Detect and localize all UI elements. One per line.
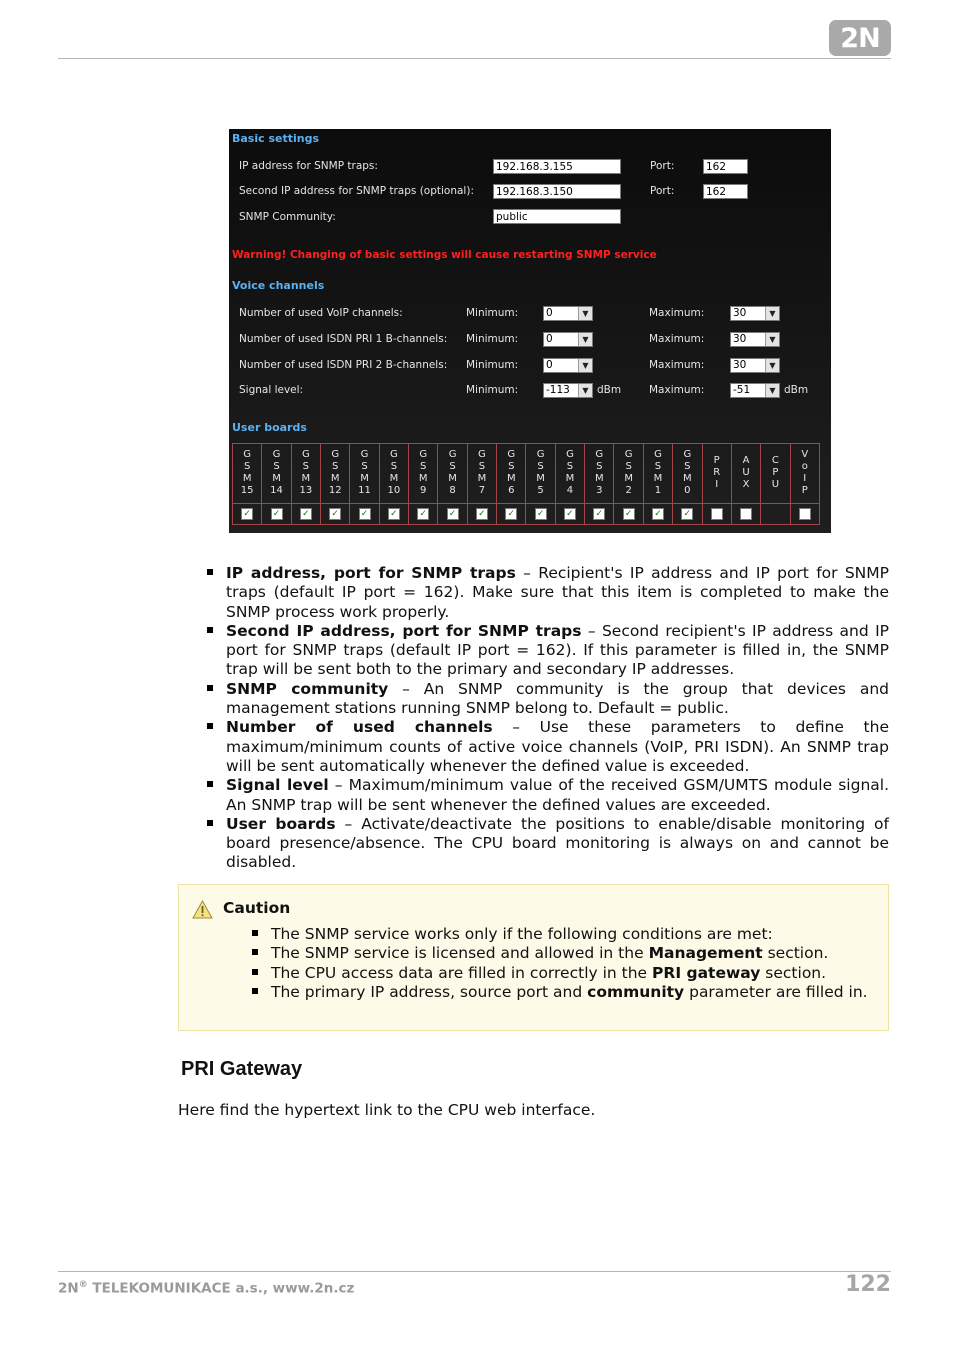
basic-settings-heading: Basic settings — [232, 132, 320, 145]
second-port-label: Port: — [650, 185, 675, 197]
checkmark-icon: ✓ — [448, 508, 457, 519]
board-checkbox-cell — [555, 503, 584, 524]
checkmark-icon: ✓ — [390, 508, 398, 519]
board-label-line: M — [360, 473, 369, 485]
board-checkbox-cell — [438, 503, 467, 524]
board-label-line: M — [536, 473, 545, 485]
board-label-line: 9 — [420, 485, 427, 497]
checkmark-icon: ✓ — [536, 508, 545, 519]
board-checkbox-cell — [262, 503, 291, 524]
board-checkbox-cell — [702, 503, 731, 524]
board-label-line: M — [683, 473, 692, 485]
board-checkbox[interactable] — [388, 508, 400, 520]
board-column-label — [555, 444, 584, 504]
board-label-line: o — [801, 461, 808, 473]
checkmark-icon: ✓ — [331, 508, 339, 519]
maximum-label: Maximum: — [649, 307, 705, 319]
board-label-line: S — [625, 461, 632, 473]
board-column-label — [233, 444, 262, 504]
board-label-line: 11 — [358, 485, 371, 497]
board-checkbox-cell — [379, 503, 408, 524]
board-label-line: S — [273, 461, 280, 473]
maximum-select[interactable]: 30 ▼ — [730, 358, 780, 373]
parameter-list — [226, 564, 889, 873]
ip-address-label: IP address for SNMP traps: — [239, 160, 378, 172]
list-item: Signal level – Maximum/minimum value of the received GSM/UMTS module signal. An SNMP trap will be sent whenever the defined values are exceeded. — [226, 776, 889, 814]
board-checkbox-cell — [233, 503, 262, 524]
voice-channels-heading: Voice channels — [232, 279, 325, 292]
board-label-line: G — [595, 449, 604, 461]
board-label-line: 7 — [478, 485, 486, 497]
chevron-down-icon[interactable]: ▼ — [578, 307, 592, 320]
snmp-settings-screenshot — [229, 129, 831, 533]
board-label-line: P — [713, 455, 720, 467]
chevron-down-icon[interactable]: ▼ — [765, 307, 779, 320]
board-label-line: G — [683, 449, 692, 461]
board-checkbox-cell — [643, 503, 672, 524]
board-column-label — [702, 444, 731, 504]
board-checkbox[interactable] — [740, 508, 752, 520]
board-label-line: G — [478, 449, 486, 461]
snmp-community-label: SNMP Community: — [239, 211, 336, 223]
board-label-line: G — [654, 449, 662, 461]
board-label-line: 0 — [684, 485, 691, 497]
checkmark-icon: ✓ — [419, 508, 427, 519]
board-label-line: G — [243, 449, 252, 461]
board-label-line: S — [361, 461, 368, 473]
board-label-line: G — [331, 449, 340, 461]
board-checkbox[interactable] — [564, 508, 576, 520]
board-checkbox[interactable] — [799, 508, 811, 520]
board-label-line: G — [301, 449, 310, 461]
board-label-line: 3 — [596, 485, 603, 497]
board-label-line: M — [565, 473, 575, 485]
board-label-line: 4 — [566, 485, 574, 497]
voice-row-label: Number of used ISDN PRI 2 B-channels: — [239, 359, 448, 371]
board-label-line: M — [506, 473, 516, 485]
board-label-line: S — [508, 461, 515, 473]
chevron-down-icon[interactable]: ▼ — [765, 384, 779, 397]
board-label-line: G — [624, 449, 633, 461]
board-label-line: S — [243, 461, 251, 473]
board-label-line: M — [330, 473, 340, 485]
company-logo: 2N — [829, 20, 891, 56]
board-label-line: M — [448, 473, 457, 485]
minimum-select[interactable]: -113 ▼ — [543, 383, 593, 398]
minimum-label: Minimum: — [466, 359, 519, 371]
checkmark-icon: ✓ — [243, 508, 251, 519]
board-checkbox-cell — [673, 503, 702, 524]
board-checkbox-cell — [790, 503, 819, 524]
board-label-line: S — [478, 461, 486, 473]
unit-label: dBm — [784, 384, 809, 396]
board-label-line: G — [566, 449, 574, 461]
board-checkbox[interactable] — [623, 508, 635, 520]
board-column-label — [585, 444, 614, 504]
checkmark-icon: ✓ — [654, 508, 662, 519]
board-label-line: G — [448, 449, 457, 461]
board-checkbox[interactable] — [593, 508, 605, 520]
board-label-line: M — [477, 473, 487, 485]
board-checkbox[interactable] — [329, 508, 341, 520]
board-label-line: S — [654, 461, 662, 473]
board-column-label — [731, 444, 760, 504]
board-label-line: G — [419, 449, 428, 461]
checkmark-icon: ✓ — [478, 508, 486, 519]
board-checkbox-cell — [497, 503, 526, 524]
user-boards-table — [232, 443, 820, 525]
ip-address-input[interactable]: 192.168.3.155 — [493, 159, 621, 174]
maximum-label: Maximum: — [649, 333, 705, 345]
board-label-line: G — [507, 449, 516, 461]
restart-warning: Warning! Changing of basic settings will cause restarting SNMP service — [232, 249, 657, 261]
checkmark-icon: ✓ — [624, 508, 633, 519]
warning-icon — [192, 900, 213, 919]
board-column-label — [643, 444, 672, 504]
board-label-line: S — [302, 461, 310, 473]
list-item: Second IP address, port for SNMP traps – Second recipient's IP address and IP port for SNMP traps (default IP port = 162). If this parameter is filled in, the SNMP trap will be sent both to the primary and secondary IP addresses. — [226, 621, 889, 679]
snmp-community-input[interactable]: public — [493, 209, 621, 224]
board-column-label — [291, 444, 320, 504]
board-checkbox-cell — [614, 503, 643, 524]
checkmark-icon: ✓ — [507, 508, 516, 519]
checkmark-icon: ✓ — [683, 508, 692, 519]
board-checkbox-cell — [321, 503, 350, 524]
board-label-line: 8 — [449, 485, 456, 497]
board-checkbox-cell — [731, 503, 760, 524]
caution-box — [178, 884, 889, 1031]
board-label-line: 2 — [625, 485, 632, 497]
minimum-label: Minimum: — [466, 384, 519, 396]
maximum-select[interactable]: 30 ▼ — [730, 306, 780, 321]
board-label-line: 5 — [537, 485, 544, 497]
board-column-label — [438, 444, 467, 504]
board-checkbox[interactable] — [241, 508, 253, 520]
board-column-label — [321, 444, 350, 504]
user-boards-heading: User boards — [232, 421, 307, 434]
board-label-line: S — [449, 461, 456, 473]
list-item: The SNMP service is licensed and allowed in the Management section. — [271, 944, 881, 963]
board-column-label — [790, 444, 819, 504]
board-label-line: S — [420, 461, 427, 473]
minimum-select[interactable]: 0 ▼ — [543, 332, 593, 347]
board-checkbox-cell — [585, 503, 614, 524]
board-column-label — [673, 444, 702, 504]
board-label-line: G — [360, 449, 369, 461]
board-label-line: M — [653, 473, 663, 485]
chevron-down-icon[interactable]: ▼ — [578, 359, 592, 372]
board-label-line: G — [536, 449, 545, 461]
board-column-label — [497, 444, 526, 504]
caution-title: Caution — [223, 899, 291, 917]
board-label-line: 14 — [270, 485, 283, 497]
board-checkbox[interactable] — [711, 508, 723, 520]
board-checkbox-cell — [291, 503, 320, 524]
maximum-label: Maximum: — [649, 359, 705, 371]
list-item: The SNMP service works only if the following conditions are met: — [271, 925, 881, 944]
board-label-line: I — [715, 479, 719, 491]
board-label-line: 13 — [299, 485, 313, 497]
minimum-label: Minimum: — [466, 307, 519, 319]
board-column-label — [526, 444, 555, 504]
board-label-line: M — [242, 473, 252, 485]
board-checkbox-cell — [350, 503, 379, 524]
port-label: Port: — [650, 160, 675, 172]
list-item: IP address, port for SNMP traps – Recipient's IP address and IP port for SNMP traps (default IP port = 162). Make sure that this item is completed to make the SNMP process work properly. — [226, 564, 890, 621]
list-item: Number of used channels – Use these parameters to define the maximum/minimum counts of active voice channels (VoIP, PRI ISDN). An SNMP trap will be sent automatically whenever the defined value is exceeded. — [226, 718, 889, 775]
board-checkbox[interactable] — [417, 508, 429, 520]
checkmark-icon: ✓ — [360, 508, 369, 519]
board-label-line: S — [596, 461, 603, 473]
board-label-line: G — [390, 449, 398, 461]
board-label-line: S — [332, 461, 339, 473]
board-label-line: M — [418, 473, 428, 485]
board-label-line: U — [742, 467, 750, 479]
voice-row-label: Number of used ISDN PRI 1 B-channels: — [239, 333, 448, 345]
list-item: The primary IP address, source port and community parameter are filled in. — [271, 983, 881, 1002]
unit-label: dBm — [597, 384, 622, 396]
port-input[interactable]: 162 — [703, 159, 748, 174]
section-paragraph: Here find the hypertext link to the CPU web interface. — [178, 1101, 596, 1119]
footer-divider — [58, 1271, 891, 1272]
board-checkbox-row — [233, 503, 820, 524]
board-label-line: S — [684, 461, 691, 473]
checkmark-icon: ✓ — [272, 508, 281, 519]
board-label-line: M — [624, 473, 633, 485]
board-label-line: S — [537, 461, 544, 473]
board-checkbox[interactable] — [652, 508, 664, 520]
board-label-line: A — [742, 455, 750, 467]
checkmark-icon: ✓ — [566, 508, 574, 519]
chevron-down-icon[interactable]: ▼ — [765, 333, 779, 346]
list-item: SNMP community – An SNMP community is the group that devices and management stations running SNMP belong to. Default = public. — [226, 679, 889, 718]
board-checkbox-cell — [409, 503, 438, 524]
chevron-down-icon[interactable]: ▼ — [578, 384, 592, 397]
board-checkbox-cell — [526, 503, 555, 524]
checkmark-icon: ✓ — [595, 508, 604, 519]
board-column-label — [614, 444, 643, 504]
header-divider — [58, 58, 891, 59]
second-ip-input[interactable]: 192.168.3.150 — [493, 184, 621, 199]
board-column-label — [379, 444, 408, 504]
board-checkbox[interactable] — [271, 508, 283, 520]
caution-list — [271, 925, 881, 1002]
section-heading: PRI Gateway — [181, 1058, 303, 1080]
chevron-down-icon[interactable]: ▼ — [765, 359, 779, 372]
board-label-line: M — [272, 473, 281, 485]
board-checkbox[interactable] — [505, 508, 517, 520]
chevron-down-icon[interactable]: ▼ — [578, 333, 592, 346]
board-label-line: P — [801, 485, 808, 497]
second-port-input[interactable]: 162 — [703, 184, 748, 199]
maximum-select[interactable]: -51 ▼ — [730, 383, 780, 398]
page-number: 122 — [845, 1272, 891, 1297]
board-label-line: S — [566, 461, 574, 473]
board-label-line: M — [389, 473, 399, 485]
board-column-label — [409, 444, 438, 504]
board-checkbox-cell — [467, 503, 496, 524]
board-label-line: S — [390, 461, 398, 473]
board-label-line: M — [594, 473, 604, 485]
board-checkbox[interactable] — [359, 508, 371, 520]
board-column-label — [467, 444, 496, 504]
board-label-line: C — [771, 455, 779, 467]
board-checkbox[interactable] — [447, 508, 459, 520]
board-column-label — [350, 444, 379, 504]
board-checkbox-cell — [761, 503, 790, 524]
board-column-label — [262, 444, 291, 504]
list-item: User boards – Activate/deactivate the positions to enable/disable monitoring of board presence/absence. The CPU board monitoring is always on and cannot be disabled. — [226, 814, 889, 872]
board-header-row — [233, 444, 820, 504]
board-label-line: 1 — [654, 485, 662, 497]
board-label-line: 6 — [508, 485, 515, 497]
board-column-label — [761, 444, 790, 504]
checkmark-icon: ✓ — [302, 508, 310, 519]
board-label-line: U — [771, 479, 780, 491]
board-checkbox[interactable] — [300, 508, 312, 520]
footer-company: 2N® TELEKOMUNIKACE a.s., www.2n.cz — [58, 1280, 355, 1297]
board-label-line: P — [772, 467, 779, 479]
board-label-line: I — [803, 473, 807, 485]
board-label-line: X — [742, 479, 750, 491]
board-label-line: R — [713, 467, 721, 479]
board-checkbox[interactable] — [681, 508, 693, 520]
board-checkbox[interactable] — [535, 508, 547, 520]
minimum-select[interactable]: 0 ▼ — [543, 306, 593, 321]
board-label-line: 12 — [328, 485, 342, 497]
second-ip-label: Second IP address for SNMP traps (optional): — [239, 185, 474, 197]
board-label-line: 15 — [240, 485, 254, 497]
maximum-select[interactable]: 30 ▼ — [730, 332, 780, 347]
board-checkbox[interactable] — [476, 508, 488, 520]
board-label-line: V — [801, 449, 809, 461]
minimum-label: Minimum: — [466, 333, 519, 345]
board-label-line: G — [272, 449, 281, 461]
board-label-line: 10 — [387, 485, 401, 497]
list-item: The CPU access data are filled in correctly in the PRI gateway section. — [271, 964, 881, 983]
voice-row-label: Number of used VoIP channels: — [239, 307, 403, 319]
voice-row-label: Signal level: — [239, 384, 304, 396]
board-label-line: M — [301, 473, 311, 485]
minimum-select[interactable]: 0 ▼ — [543, 358, 593, 373]
maximum-label: Maximum: — [649, 384, 705, 396]
